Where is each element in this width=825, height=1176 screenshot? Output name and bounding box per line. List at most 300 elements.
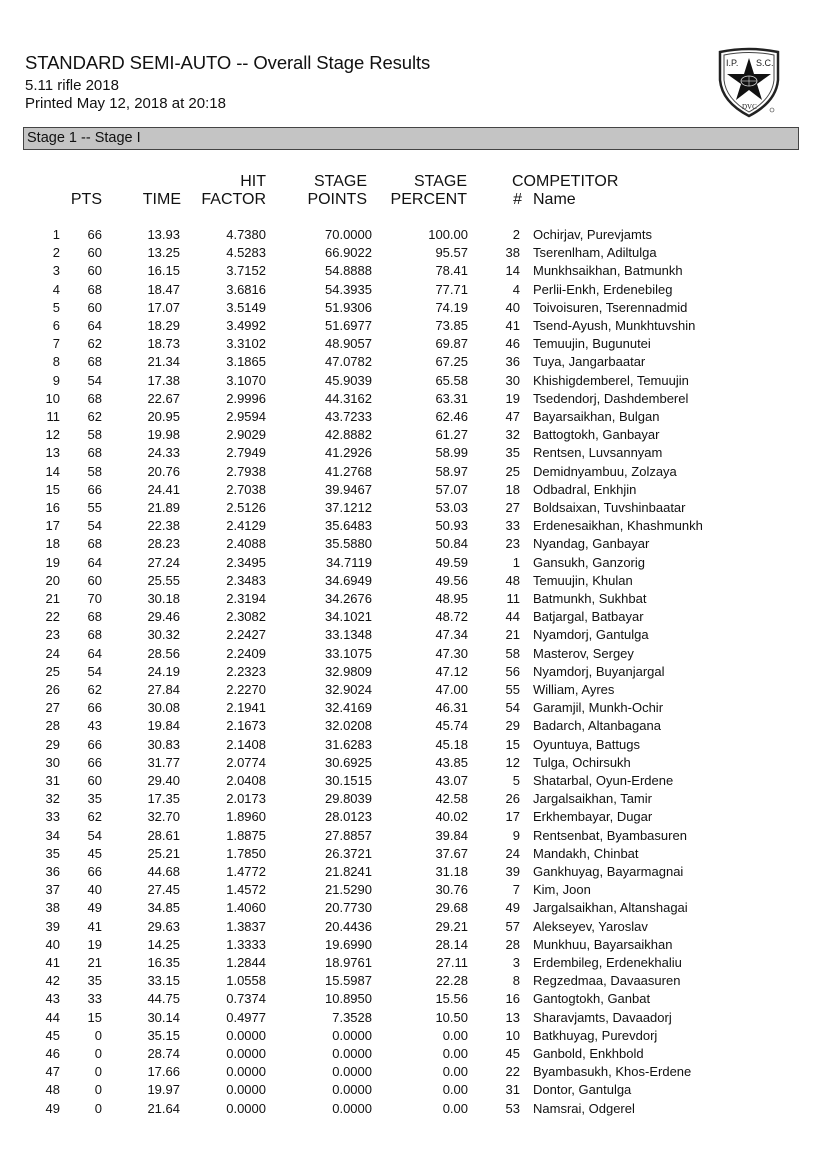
stage-label: Stage 1 -- Stage I bbox=[27, 130, 141, 146]
hit-factor-cell: 1.2844 bbox=[226, 955, 266, 970]
competitor-name-cell: Temuujin, Khulan bbox=[533, 572, 633, 588]
competitor-number-cell: 27 bbox=[505, 500, 520, 515]
rank-cell: 14 bbox=[45, 463, 60, 479]
table-row bbox=[0, 990, 825, 1008]
stage-points-cell: 0.0000 bbox=[332, 1064, 372, 1080]
competitor-name-cell: Perlii-Enkh, Erdenebileg bbox=[533, 281, 673, 297]
hit-factor-cell: 1.3333 bbox=[226, 936, 266, 952]
stage-points-cell: 51.6977 bbox=[325, 318, 372, 333]
table-row bbox=[0, 1027, 825, 1045]
hit-factor-cell: 0.4977 bbox=[226, 1009, 266, 1025]
competitor-number-cell: 8 bbox=[512, 973, 520, 989]
rank-cell: 46 bbox=[45, 1046, 60, 1061]
stage-percent-cell: 28.14 bbox=[435, 936, 468, 952]
points-cell: 41 bbox=[87, 918, 102, 934]
stage-points-cell: 37.1212 bbox=[325, 500, 372, 515]
stage-points-cell: 32.0208 bbox=[325, 718, 372, 734]
stage-percent-cell: 45.18 bbox=[435, 736, 468, 752]
stage-percent-cell: 58.97 bbox=[435, 463, 468, 479]
competitor-number-cell: 23 bbox=[505, 536, 520, 552]
points-cell: 60 bbox=[87, 263, 102, 279]
stage-percent-cell: 47.30 bbox=[435, 645, 468, 661]
points-cell: 35 bbox=[87, 791, 102, 807]
rank-cell: 22 bbox=[45, 609, 60, 625]
rank-cell: 3 bbox=[52, 263, 60, 279]
table-row bbox=[0, 590, 825, 608]
time-cell: 24.41 bbox=[147, 481, 180, 497]
table-row bbox=[0, 244, 825, 262]
stage-points-cell: 0.0000 bbox=[332, 1046, 372, 1061]
svg-text:DVC: DVC bbox=[742, 103, 757, 111]
competitor-number-cell: 41 bbox=[505, 318, 520, 333]
points-cell: 66 bbox=[87, 736, 102, 752]
points-cell: 68 bbox=[87, 390, 102, 406]
competitor-name-cell: Boldsaixan, Tuvshinbaatar bbox=[533, 500, 686, 515]
time-cell: 35.15 bbox=[147, 1027, 180, 1043]
competitor-number-cell: 14 bbox=[505, 263, 520, 279]
points-cell: 64 bbox=[87, 318, 102, 333]
stage-points-cell: 26.3721 bbox=[325, 845, 372, 861]
time-cell: 13.25 bbox=[147, 245, 180, 261]
hit-factor-cell: 2.3082 bbox=[226, 609, 266, 625]
stage-points-cell: 21.8241 bbox=[325, 864, 372, 879]
stage-percent-cell: 50.93 bbox=[435, 518, 468, 534]
time-cell: 17.35 bbox=[147, 791, 180, 807]
competitor-name-cell: Sharavjamts, Davaadorj bbox=[533, 1009, 672, 1025]
stage-percent-cell: 37.67 bbox=[435, 845, 468, 861]
rank-cell: 36 bbox=[45, 864, 60, 879]
rank-cell: 30 bbox=[45, 754, 60, 770]
points-cell: 68 bbox=[87, 627, 102, 643]
time-cell: 21.89 bbox=[147, 500, 180, 515]
time-cell: 21.34 bbox=[147, 354, 180, 370]
hit-factor-cell: 1.3837 bbox=[226, 918, 266, 934]
rank-cell: 24 bbox=[45, 645, 60, 661]
points-cell: 0 bbox=[94, 1064, 102, 1080]
stage-points-cell: 30.1515 bbox=[325, 773, 372, 788]
table-row bbox=[0, 372, 825, 390]
hit-factor-cell: 1.8960 bbox=[226, 809, 266, 825]
stage-percent-cell: 77.71 bbox=[435, 281, 468, 297]
time-cell: 18.73 bbox=[147, 336, 180, 352]
stage-percent-cell: 53.03 bbox=[435, 500, 468, 515]
rank-cell: 34 bbox=[45, 827, 60, 843]
competitor-name-cell: Tulga, Ochirsukh bbox=[533, 754, 631, 770]
points-cell: 43 bbox=[87, 718, 102, 734]
stage-percent-cell: 0.00 bbox=[442, 1046, 468, 1061]
competitor-name-cell: Rentsen, Luvsannyam bbox=[533, 445, 663, 461]
rank-cell: 44 bbox=[45, 1009, 60, 1025]
hit-factor-cell: 2.3495 bbox=[226, 554, 266, 570]
column-header-competitor: COMPETITOR bbox=[512, 173, 619, 190]
competitor-name-cell: Bayarsaikhan, Bulgan bbox=[533, 409, 660, 424]
competitor-name-cell: Munkhuu, Bayarsaikhan bbox=[533, 936, 673, 952]
competitor-name-cell: Gantogtokh, Ganbat bbox=[533, 991, 651, 1007]
table-row bbox=[0, 772, 825, 790]
points-cell: 45 bbox=[87, 845, 102, 861]
points-cell: 60 bbox=[87, 572, 102, 588]
time-cell: 28.23 bbox=[147, 536, 180, 552]
rank-cell: 15 bbox=[45, 481, 60, 497]
competitor-name-cell: Battogtokh, Ganbayar bbox=[533, 427, 660, 443]
table-row bbox=[0, 754, 825, 772]
table-row bbox=[0, 463, 825, 481]
stage-points-cell: 45.9039 bbox=[325, 372, 372, 388]
stage-points-cell: 20.7730 bbox=[325, 900, 372, 916]
competitor-number-cell: 45 bbox=[505, 1046, 520, 1061]
hit-factor-cell: 1.0558 bbox=[226, 973, 266, 989]
stage-points-cell: 19.6990 bbox=[325, 936, 372, 952]
table-row bbox=[0, 408, 825, 426]
table-row bbox=[0, 335, 825, 353]
table-row bbox=[0, 299, 825, 317]
rank-cell: 48 bbox=[45, 1082, 60, 1098]
time-cell: 29.46 bbox=[147, 609, 180, 625]
competitor-number-cell: 19 bbox=[505, 390, 520, 406]
table-row bbox=[0, 481, 825, 499]
stage-points-cell: 15.5987 bbox=[325, 973, 372, 989]
hit-factor-cell: 2.4129 bbox=[226, 518, 266, 534]
rank-cell: 20 bbox=[45, 572, 60, 588]
points-cell: 60 bbox=[87, 773, 102, 788]
competitor-number-cell: 2 bbox=[512, 227, 520, 242]
time-cell: 21.64 bbox=[147, 1100, 180, 1116]
hit-factor-cell: 1.4060 bbox=[226, 900, 266, 916]
competitor-name-cell: Gankhuyag, Bayarmagnai bbox=[533, 864, 684, 879]
hit-factor-cell: 2.2409 bbox=[226, 645, 266, 661]
stage-points-cell: 34.6949 bbox=[325, 572, 372, 588]
hit-factor-cell: 3.1070 bbox=[226, 372, 266, 388]
stage-percent-cell: 15.56 bbox=[435, 991, 468, 1007]
points-cell: 58 bbox=[87, 427, 102, 443]
stage-percent-cell: 0.00 bbox=[442, 1064, 468, 1080]
hit-factor-cell: 0.7374 bbox=[226, 991, 266, 1007]
competitor-name-cell: Tsend-Ayush, Munkhtuvshin bbox=[533, 318, 696, 333]
column-header-stage-points bbox=[280, 173, 367, 209]
rank-cell: 6 bbox=[52, 318, 60, 333]
table-row bbox=[0, 717, 825, 735]
time-cell: 18.29 bbox=[147, 318, 180, 333]
time-cell: 22.67 bbox=[147, 390, 180, 406]
stage-percent-cell: 0.00 bbox=[442, 1100, 468, 1116]
table-row bbox=[0, 936, 825, 954]
time-cell: 17.66 bbox=[147, 1064, 180, 1080]
points-cell: 55 bbox=[87, 500, 102, 515]
time-cell: 44.75 bbox=[147, 991, 180, 1007]
competitor-number-cell: 18 bbox=[505, 481, 520, 497]
points-cell: 62 bbox=[87, 809, 102, 825]
competitor-number-cell: 9 bbox=[512, 827, 520, 843]
hit-factor-cell: 2.7038 bbox=[226, 481, 266, 497]
points-cell: 49 bbox=[87, 900, 102, 916]
competitor-name-cell: Tuya, Jangarbaatar bbox=[533, 354, 646, 370]
stage-percent-cell: 48.95 bbox=[435, 591, 468, 606]
points-cell: 33 bbox=[87, 991, 102, 1007]
stage-points-cell: 33.1348 bbox=[325, 627, 372, 643]
points-cell: 64 bbox=[87, 645, 102, 661]
points-cell: 70 bbox=[87, 591, 102, 606]
time-cell: 30.14 bbox=[147, 1009, 180, 1025]
hit-factor-cell: 0.0000 bbox=[226, 1082, 266, 1098]
rank-cell: 13 bbox=[45, 445, 60, 461]
hit-factor-cell: 2.1673 bbox=[226, 718, 266, 734]
rank-cell: 17 bbox=[45, 518, 60, 534]
rank-cell: 45 bbox=[45, 1027, 60, 1043]
rank-cell: 27 bbox=[45, 700, 60, 716]
points-cell: 0 bbox=[94, 1100, 102, 1116]
time-cell: 20.76 bbox=[147, 463, 180, 479]
stage-percent-cell: 46.31 bbox=[435, 700, 468, 716]
stage-percent-cell: 63.31 bbox=[435, 390, 468, 406]
hit-factor-cell: 0.0000 bbox=[226, 1064, 266, 1080]
stage-percent-cell: 78.41 bbox=[435, 263, 468, 279]
rank-cell: 4 bbox=[52, 281, 60, 297]
competitor-number-cell: 28 bbox=[505, 936, 520, 952]
stage-percent-cell: 29.68 bbox=[435, 900, 468, 916]
table-row bbox=[0, 1045, 825, 1063]
stage-percent-cell: 30.76 bbox=[435, 882, 468, 898]
stage-points-cell: 21.5290 bbox=[325, 882, 372, 898]
time-cell: 24.33 bbox=[147, 445, 180, 461]
column-header-number: # bbox=[513, 191, 522, 208]
stage-percent-cell: 67.25 bbox=[435, 354, 468, 370]
competitor-name-cell: Munkhsaikhan, Batmunkh bbox=[533, 263, 683, 279]
competitor-number-cell: 13 bbox=[505, 1009, 520, 1025]
hit-factor-cell: 2.3194 bbox=[226, 591, 266, 606]
stage-percent-cell: 47.00 bbox=[435, 682, 468, 697]
stage-points-cell: 30.6925 bbox=[325, 754, 372, 770]
stage-percent-cell: 58.99 bbox=[435, 445, 468, 461]
points-cell: 64 bbox=[87, 554, 102, 570]
points-cell: 60 bbox=[87, 245, 102, 261]
competitor-name-cell: William, Ayres bbox=[533, 682, 615, 697]
competitor-name-cell: Nyandag, Ganbayar bbox=[533, 536, 650, 552]
report-title: STANDARD SEMI-AUTO -- Overall Stage Results bbox=[25, 52, 431, 73]
time-cell: 27.84 bbox=[147, 682, 180, 697]
stage-percent-cell: 45.74 bbox=[435, 718, 468, 734]
table-row bbox=[0, 808, 825, 826]
hit-factor-cell: 2.3483 bbox=[226, 572, 266, 588]
rank-cell: 9 bbox=[52, 372, 60, 388]
stage-percent-cell: 65.58 bbox=[435, 372, 468, 388]
stage-points-cell: 27.8857 bbox=[325, 827, 372, 843]
stage-header-bar bbox=[23, 127, 799, 150]
column-header-pts: PTS bbox=[70, 191, 102, 208]
hit-factor-cell: 0.0000 bbox=[226, 1100, 266, 1116]
stage-percent-cell: 0.00 bbox=[442, 1082, 468, 1098]
hit-factor-cell: 2.9029 bbox=[226, 427, 266, 443]
time-cell: 16.15 bbox=[147, 263, 180, 279]
time-cell: 27.24 bbox=[147, 554, 180, 570]
time-cell: 20.95 bbox=[147, 409, 180, 424]
competitor-name-cell: Toivoisuren, Tserennadmid bbox=[533, 299, 688, 315]
hit-factor-cell: 3.7152 bbox=[226, 263, 266, 279]
hit-factor-cell: 2.0774 bbox=[226, 754, 266, 770]
time-cell: 16.35 bbox=[147, 955, 180, 970]
stage-points-cell: 34.2676 bbox=[325, 591, 372, 606]
rank-cell: 1 bbox=[52, 227, 60, 242]
time-cell: 19.98 bbox=[147, 427, 180, 443]
table-row bbox=[0, 281, 825, 299]
competitor-name-cell: Tsedendorj, Dashdemberel bbox=[533, 390, 689, 406]
stage-points-cell: 34.7119 bbox=[325, 554, 372, 570]
stage-percent-cell: 0.00 bbox=[442, 1027, 468, 1043]
rank-cell: 49 bbox=[45, 1100, 60, 1116]
stage-points-cell: 0.0000 bbox=[332, 1027, 372, 1043]
hit-factor-cell: 3.4992 bbox=[226, 318, 266, 333]
table-row bbox=[0, 317, 825, 335]
table-row bbox=[0, 972, 825, 990]
competitor-number-cell: 15 bbox=[505, 736, 520, 752]
competitor-number-cell: 16 bbox=[505, 991, 520, 1007]
points-cell: 0 bbox=[94, 1027, 102, 1043]
competitor-number-cell: 48 bbox=[505, 572, 520, 588]
stage-percent-cell: 100.00 bbox=[428, 227, 468, 242]
time-cell: 17.38 bbox=[147, 372, 180, 388]
competitor-name-cell: Batmunkh, Sukhbat bbox=[533, 591, 647, 606]
table-row bbox=[0, 1009, 825, 1027]
time-cell: 28.74 bbox=[147, 1046, 180, 1061]
table-row bbox=[0, 863, 825, 881]
stage-percent-header-line1: STAGE bbox=[413, 173, 467, 190]
stage-points-cell: 42.8882 bbox=[325, 427, 372, 443]
stage-points-cell: 32.9809 bbox=[325, 663, 372, 679]
competitor-number-cell: 30 bbox=[505, 372, 520, 388]
time-cell: 25.21 bbox=[147, 845, 180, 861]
rank-cell: 42 bbox=[45, 973, 60, 989]
rank-cell: 38 bbox=[45, 900, 60, 916]
time-cell: 29.40 bbox=[147, 773, 180, 788]
hit-factor-cell: 2.1941 bbox=[226, 700, 266, 716]
stage-points-cell: 47.0782 bbox=[325, 354, 372, 370]
table-row bbox=[0, 1100, 825, 1118]
competitor-number-cell: 21 bbox=[505, 627, 520, 643]
hit-factor-cell: 2.0408 bbox=[226, 773, 266, 788]
competitor-name-cell: Erdenesaikhan, Khashmunkh bbox=[533, 518, 703, 534]
time-cell: 19.84 bbox=[147, 718, 180, 734]
rank-cell: 40 bbox=[45, 936, 60, 952]
points-cell: 60 bbox=[87, 299, 102, 315]
stage-points-cell: 66.9022 bbox=[325, 245, 372, 261]
stage-points-cell: 29.8039 bbox=[325, 791, 372, 807]
table-row bbox=[0, 827, 825, 845]
rank-cell: 2 bbox=[52, 245, 60, 261]
rank-cell: 41 bbox=[45, 955, 60, 970]
rank-cell: 19 bbox=[45, 554, 60, 570]
stage-points-cell: 44.3162 bbox=[325, 390, 372, 406]
time-cell: 30.18 bbox=[147, 591, 180, 606]
competitor-number-cell: 44 bbox=[505, 609, 520, 625]
stage-percent-cell: 49.59 bbox=[435, 554, 468, 570]
rank-cell: 43 bbox=[45, 991, 60, 1007]
competitor-name-cell: Odbadral, Enkhjin bbox=[533, 481, 637, 497]
stage-percent-cell: 47.12 bbox=[435, 663, 468, 679]
competitor-number-cell: 12 bbox=[505, 754, 520, 770]
stage-percent-cell: 73.85 bbox=[435, 318, 468, 333]
points-cell: 66 bbox=[87, 227, 102, 242]
competitor-number-cell: 58 bbox=[505, 645, 520, 661]
competitor-number-cell: 29 bbox=[505, 718, 520, 734]
hit-factor-cell: 3.5149 bbox=[226, 299, 266, 315]
hit-factor-cell: 2.0173 bbox=[226, 791, 266, 807]
rank-cell: 37 bbox=[45, 882, 60, 898]
rank-cell: 12 bbox=[45, 427, 60, 443]
time-cell: 17.07 bbox=[147, 299, 180, 315]
time-cell: 32.70 bbox=[147, 809, 180, 825]
competitor-name-cell: Regzedmaa, Davaasuren bbox=[533, 973, 681, 989]
stage-points-cell: 20.4436 bbox=[325, 918, 372, 934]
competitor-number-cell: 49 bbox=[505, 900, 520, 916]
stage-percent-cell: 57.07 bbox=[435, 481, 468, 497]
points-cell: 68 bbox=[87, 445, 102, 461]
rank-cell: 26 bbox=[45, 682, 60, 697]
competitor-name-cell: Garamjil, Munkh-Ochir bbox=[533, 700, 664, 716]
hit-factor-cell: 0.0000 bbox=[226, 1027, 266, 1043]
table-row bbox=[0, 554, 825, 572]
stage-percent-cell: 42.58 bbox=[435, 791, 468, 807]
stage-percent-header-line2: PERCENT bbox=[390, 191, 467, 208]
stage-points-cell: 39.9467 bbox=[325, 481, 372, 497]
competitor-name-cell: Nyamdorj, Buyanjargal bbox=[533, 663, 665, 679]
competitor-number-cell: 26 bbox=[505, 791, 520, 807]
stage-points-header-line1: STAGE bbox=[313, 173, 367, 190]
stage-points-cell: 43.7233 bbox=[325, 409, 372, 424]
points-cell: 35 bbox=[87, 973, 102, 989]
competitor-number-cell: 55 bbox=[505, 682, 520, 697]
rank-cell: 39 bbox=[45, 918, 60, 934]
points-cell: 15 bbox=[87, 1009, 102, 1025]
table-row bbox=[0, 736, 825, 754]
hit-factor-cell: 2.7949 bbox=[226, 445, 266, 461]
hit-factor-cell: 3.6816 bbox=[226, 281, 266, 297]
rank-cell: 47 bbox=[45, 1064, 60, 1080]
stage-points-cell: 7.3528 bbox=[332, 1009, 372, 1025]
competitor-name-cell: Gansukh, Ganzorig bbox=[533, 554, 646, 570]
rank-cell: 11 bbox=[46, 409, 60, 424]
hit-factor-cell: 2.1408 bbox=[226, 736, 266, 752]
stage-percent-cell: 50.84 bbox=[435, 536, 468, 552]
competitor-name-cell: Erkhembayar, Dugar bbox=[533, 809, 653, 825]
stage-points-header-line2: POINTS bbox=[307, 191, 367, 208]
stage-percent-cell: 49.56 bbox=[435, 572, 468, 588]
column-header-stage-percent bbox=[380, 173, 467, 209]
stage-points-cell: 33.1075 bbox=[325, 645, 372, 661]
table-row bbox=[0, 626, 825, 644]
hit-factor-cell: 3.3102 bbox=[226, 336, 266, 352]
points-cell: 0 bbox=[94, 1082, 102, 1098]
competitor-name-cell: Batkhuyag, Purevdorj bbox=[533, 1027, 658, 1043]
points-cell: 68 bbox=[87, 281, 102, 297]
hit-factor-cell: 1.7850 bbox=[226, 845, 266, 861]
competitor-number-cell: 47 bbox=[505, 409, 520, 424]
time-cell: 28.56 bbox=[147, 645, 180, 661]
table-row bbox=[0, 517, 825, 535]
competitor-number-cell: 10 bbox=[505, 1027, 520, 1043]
stage-points-cell: 34.1021 bbox=[325, 609, 372, 625]
competitor-name-cell: Temuujin, Bugunutei bbox=[533, 336, 651, 352]
points-cell: 40 bbox=[87, 882, 102, 898]
rank-cell: 33 bbox=[45, 809, 60, 825]
competitor-name-cell: Batjargal, Batbayar bbox=[533, 609, 644, 625]
points-cell: 54 bbox=[87, 663, 102, 679]
competitor-name-cell: Namsrai, Odgerel bbox=[533, 1100, 635, 1116]
rank-cell: 18 bbox=[45, 536, 60, 552]
stage-points-cell: 70.0000 bbox=[325, 227, 372, 242]
competitor-number-cell: 24 bbox=[505, 845, 520, 861]
points-cell: 54 bbox=[87, 372, 102, 388]
competitor-number-cell: 7 bbox=[512, 882, 520, 898]
table-row bbox=[0, 1081, 825, 1099]
